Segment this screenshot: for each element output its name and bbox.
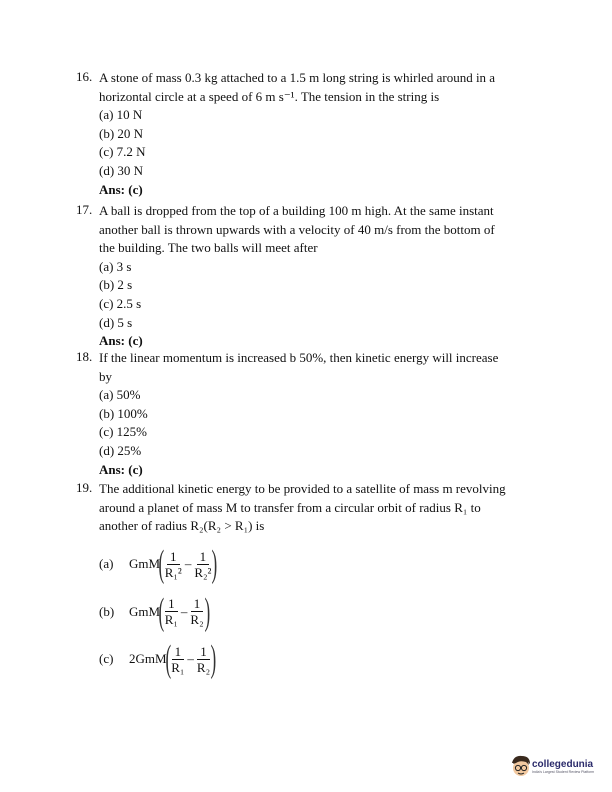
- question-text: by: [99, 368, 112, 384]
- question-18: [76, 349, 546, 479]
- option: (d) 5 s: [99, 314, 133, 330]
- right-paren: ): [211, 543, 218, 585]
- question-number: 16.: [76, 69, 93, 84]
- question-text: A ball is dropped from the top of a building 100 m high. At the same instant: [99, 203, 494, 218]
- option: (a) 3 s: [99, 258, 132, 274]
- option: (a) 10 N: [99, 107, 143, 123]
- question-text: horizontal circle at a speed of 6 m s⁻¹. The tension in the string is: [99, 88, 440, 104]
- denominator: R₁²: [164, 564, 182, 580]
- fraction: [163, 596, 180, 627]
- left-paren: (: [158, 590, 165, 633]
- minus-sign: –: [187, 651, 194, 666]
- fraction: [169, 644, 186, 675]
- fraction: [192, 549, 213, 580]
- left-paren: (: [158, 543, 165, 585]
- question-number: 18.: [76, 349, 93, 364]
- option: (d) 30 N: [99, 162, 144, 178]
- question-17: [76, 202, 546, 351]
- question-text: The additional kinetic energy to be provided to a satellite of mass m revolving: [99, 481, 506, 496]
- mascot-icon: [510, 754, 532, 778]
- collegedunia-logo: [510, 754, 594, 778]
- option: (b) 2 s: [99, 277, 133, 293]
- option: (a) 50%: [99, 387, 141, 403]
- formula-option: [99, 637, 215, 681]
- denominator: R₁: [164, 612, 178, 627]
- question-text: another of radius R₂(R₂ > R₁) is: [99, 518, 265, 534]
- formula-option: [99, 542, 216, 586]
- formula-option: [99, 590, 208, 634]
- numerator: 1: [191, 596, 204, 612]
- denominator: R₂: [196, 659, 211, 675]
- option: (c) 7.2 N: [99, 144, 146, 160]
- option: (b) 20 N: [99, 125, 144, 141]
- question-19: [76, 480, 546, 536]
- question-number: 17.: [76, 202, 93, 217]
- denominator: R₁: [171, 659, 185, 675]
- numerator: 1: [165, 596, 178, 612]
- left-paren: (: [165, 638, 171, 680]
- option: (b) 100%: [99, 405, 148, 421]
- question-text: A stone of mass 0.3 kg attached to a 1.5 m long string is whirled around in a: [99, 70, 496, 85]
- numerator: 1: [167, 549, 180, 565]
- logo-name: collegedunia: [532, 758, 594, 770]
- option-label: (c): [99, 651, 114, 666]
- logo-tagline: India's Largest Student Review Platform: [532, 769, 595, 774]
- option: (c) 125%: [99, 424, 148, 440]
- answer: Ans: (c): [99, 461, 143, 477]
- right-paren: ): [204, 590, 210, 633]
- question-16: [76, 69, 546, 199]
- option-label: (a): [99, 556, 114, 571]
- numerator: 1: [172, 644, 185, 660]
- numerator: 1: [197, 549, 210, 565]
- question-text: around a planet of mass M to transfer from a circular orbit of radius R₁ to: [99, 499, 481, 515]
- question-text: If the linear momentum is increased b 50%, then kinetic energy will increase: [99, 350, 499, 365]
- answer: Ans: (c): [99, 181, 143, 197]
- option-label: (b): [99, 603, 115, 619]
- numerator: 1: [197, 644, 210, 660]
- denominator: R₂: [190, 612, 204, 627]
- question-text: the building. The two balls will meet after: [99, 240, 318, 256]
- fraction: [188, 596, 205, 627]
- fraction: [163, 549, 184, 580]
- question-number: 19.: [76, 480, 93, 495]
- denominator: R₂²: [194, 564, 212, 580]
- coefficient: GmM: [129, 556, 161, 571]
- option: (d) 25%: [99, 442, 142, 458]
- option: (c) 2.5 s: [99, 295, 142, 311]
- coefficient: GmM: [129, 603, 161, 619]
- answer: Ans: (c): [99, 333, 143, 349]
- coefficient: 2GmM: [129, 651, 167, 666]
- question-text: another ball is thrown upwards with a velocity of 40 m/s from the bottom of: [99, 221, 495, 237]
- minus-sign: –: [184, 556, 192, 571]
- minus-sign: –: [180, 603, 188, 619]
- right-paren: ): [210, 638, 217, 680]
